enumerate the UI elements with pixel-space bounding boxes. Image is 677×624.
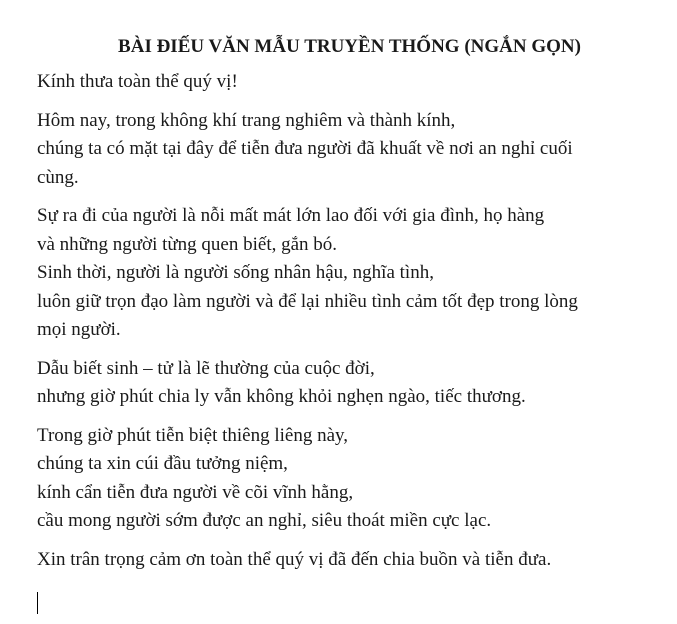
- text-cursor: [37, 592, 38, 614]
- paragraph-farewell: [37, 422, 657, 536]
- text-line: nhưng giờ phút chia ly vẫn không khỏi nghẹn ngào, tiếc thương.: [37, 386, 526, 407]
- paragraph-tribute: [37, 202, 657, 345]
- document-page[interactable]: [37, 34, 657, 584]
- text-line: Sự ra đi của người là nỗi mất mát lớn lao đối với gia đình, họ hàng: [37, 205, 545, 226]
- text-line: Dẫu biết sinh – tử là lẽ thường của cuộc đời,: [37, 357, 375, 379]
- text-line: cầu mong người sớm được an nghỉ, siêu thoát miền cực lạc.: [37, 510, 492, 531]
- text-line: Kính thưa toàn thể quý vị!: [37, 71, 238, 92]
- text-line: chúng ta xin cúi đầu tưởng niệm,: [37, 453, 288, 474]
- text-line: Sinh thời, người là người sống nhân hậu, nghĩa tình,: [37, 262, 434, 283]
- text-line: kính cẩn tiễn đưa người về cõi vĩnh hằng,: [37, 481, 354, 503]
- text-line: luôn giữ trọn đạo làm người và để lại nhiều tình cảm tốt đẹp trong lòng: [37, 290, 578, 312]
- paragraph-greeting: [37, 68, 657, 97]
- document-title: BÀI ĐIẾU VĂN MẪU TRUYỀN THỐNG (NGẮN GỌN): [118, 36, 581, 57]
- paragraph-reflection: [37, 355, 657, 412]
- text-line: cùng.: [37, 166, 79, 188]
- paragraph-opening: [37, 107, 657, 193]
- paragraph-closing: [37, 546, 657, 575]
- text-line: chúng ta có mặt tại đây để tiễn đưa người đã khuất về nơi an nghỉ cuối: [37, 138, 573, 159]
- text-line: Hôm nay, trong không khí trang nghiêm và thành kính,: [37, 109, 456, 131]
- text-line: Trong giờ phút tiễn biệt thiêng liêng này,: [37, 424, 349, 446]
- text-line: Xin trân trọng cảm ơn toàn thể quý vị đã đến chia buồn và tiễn đưa.: [37, 548, 552, 570]
- text-line: và những người từng quen biết, gắn bó.: [37, 233, 338, 255]
- text-line: mọi người.: [37, 319, 121, 340]
